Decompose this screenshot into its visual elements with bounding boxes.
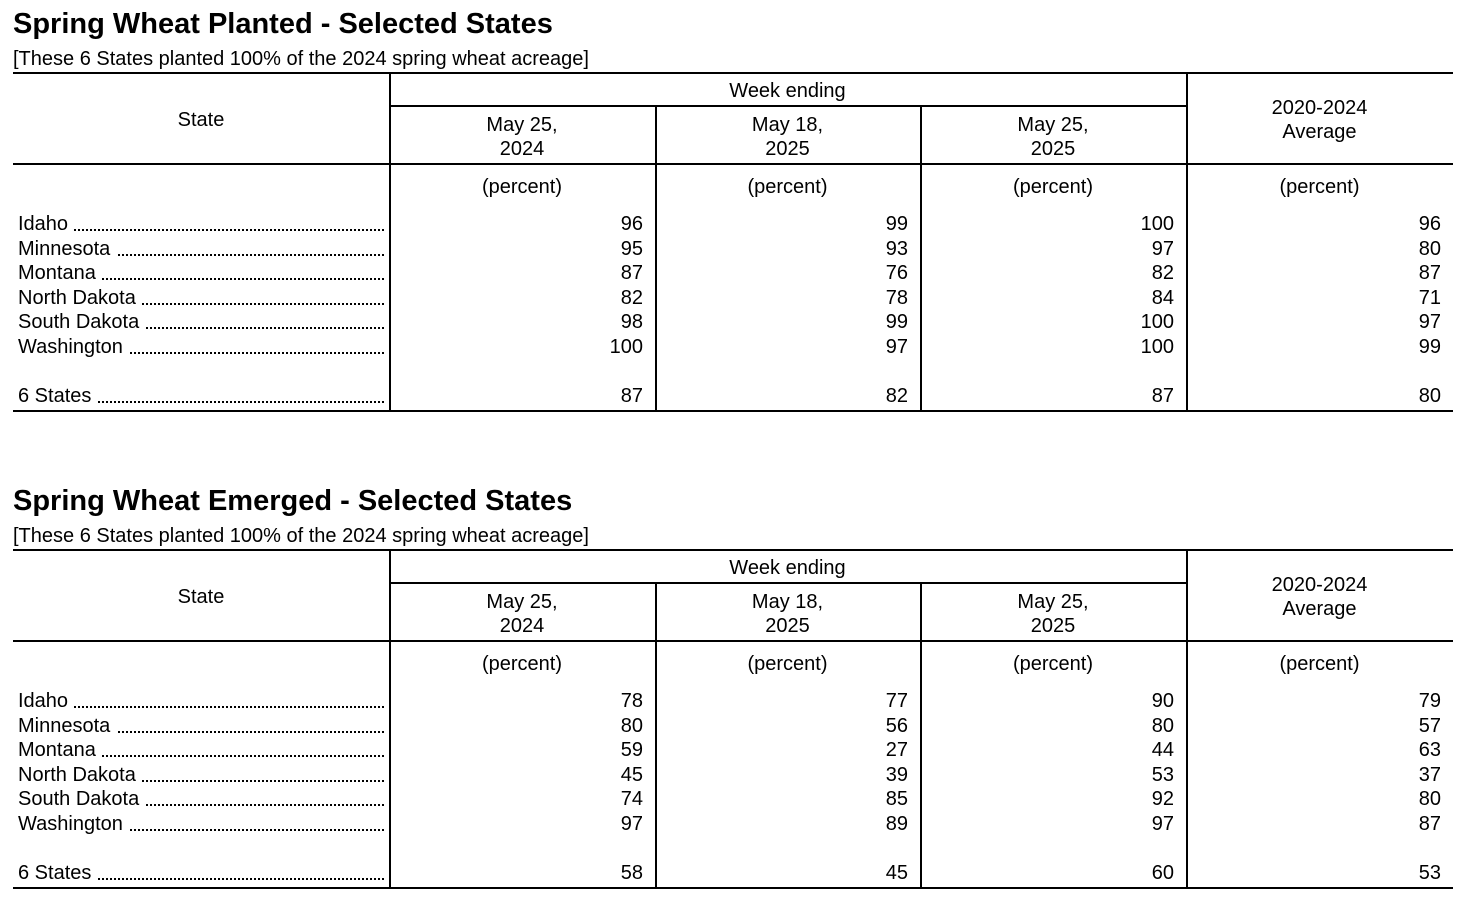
total-value-cell: 45 <box>885 862 908 884</box>
value-cell: 89 <box>885 813 908 835</box>
state-label: Idaho <box>18 213 74 235</box>
table-row <box>0 763 1462 787</box>
week-ending-header: Week ending <box>729 557 846 579</box>
total-value-cell: 87 <box>1151 385 1174 407</box>
table-row <box>0 310 1462 334</box>
value-cell: 37 <box>1418 764 1441 786</box>
header-bottom-rule <box>13 640 1453 642</box>
value-cell: 93 <box>885 238 908 260</box>
column-header-line1: May 18, <box>751 591 824 613</box>
column-header-line2: 2025 <box>765 138 810 160</box>
state-name <box>18 689 384 713</box>
value-cell: 57 <box>1418 715 1441 737</box>
state-label: South Dakota <box>18 788 145 810</box>
value-cell: 98 <box>620 311 643 333</box>
table-row <box>0 787 1462 811</box>
header-bottom-rule <box>13 163 1453 165</box>
value-cell: 78 <box>885 287 908 309</box>
total-state-name <box>18 861 384 885</box>
value-cell: 39 <box>885 764 908 786</box>
value-cell: 96 <box>1418 213 1441 235</box>
value-cell: 63 <box>1418 739 1441 761</box>
state-label: Washington <box>18 813 129 835</box>
value-cell: 97 <box>620 813 643 835</box>
total-value-cell: 58 <box>620 862 643 884</box>
value-cell: 99 <box>885 213 908 235</box>
section-title: Spring Wheat Emerged - Selected States <box>13 485 573 517</box>
value-cell: 80 <box>1151 715 1174 737</box>
week-ending-rule <box>389 105 1186 107</box>
value-cell: 74 <box>620 788 643 810</box>
state-name <box>18 738 384 762</box>
value-cell: 76 <box>885 262 908 284</box>
state-label: South Dakota <box>18 311 145 333</box>
unit-label: (percent) <box>481 653 563 675</box>
state-label: Idaho <box>18 690 74 712</box>
table-row <box>0 738 1462 762</box>
state-label: North Dakota <box>18 287 142 309</box>
table-row <box>0 335 1462 359</box>
column-header-line1: May 25, <box>486 591 558 613</box>
unit-label: (percent) <box>1012 653 1094 675</box>
state-label: Minnesota <box>18 715 116 737</box>
column-header-line2: 2025 <box>765 615 810 637</box>
value-cell: 100 <box>1140 311 1174 333</box>
section-subtitle: [These 6 States planted 100% of the 2024 spring wheat acreage] <box>13 48 589 70</box>
table-bottom-rule <box>13 410 1453 412</box>
unit-label: (percent) <box>747 176 828 198</box>
table-top-rule <box>13 72 1453 74</box>
state-label: Washington <box>18 336 129 358</box>
table-row <box>0 714 1462 738</box>
state-label: Minnesota <box>18 238 116 260</box>
value-cell: 100 <box>609 336 643 358</box>
week-ending-rule <box>389 582 1186 584</box>
total-label: 6 States <box>18 862 97 884</box>
state-label: Montana <box>18 262 102 284</box>
value-cell: 99 <box>885 311 908 333</box>
total-value-cell: 80 <box>1418 385 1441 407</box>
week-ending-header: Week ending <box>729 80 846 102</box>
state-column-header: State <box>177 109 225 131</box>
state-name <box>18 714 384 738</box>
table-top-rule <box>13 549 1453 551</box>
value-cell: 82 <box>1151 262 1174 284</box>
value-cell: 97 <box>885 336 908 358</box>
state-name <box>18 787 384 811</box>
state-name <box>18 812 384 836</box>
value-cell: 97 <box>1418 311 1441 333</box>
column-header-line2: Average <box>1282 121 1357 143</box>
value-cell: 95 <box>620 238 643 260</box>
column-header-line1: May 25, <box>1017 591 1089 613</box>
state-name <box>18 212 384 236</box>
column-header-line2: 2025 <box>1030 615 1076 637</box>
value-cell: 27 <box>885 739 908 761</box>
column-header-line1: May 18, <box>751 114 824 136</box>
column-header-line2: 2024 <box>499 138 545 160</box>
value-cell: 56 <box>885 715 908 737</box>
table-row <box>0 812 1462 836</box>
value-cell: 77 <box>885 690 908 712</box>
column-header-line1: May 25, <box>1017 114 1089 136</box>
state-name <box>18 763 384 787</box>
total-label: 6 States <box>18 385 97 407</box>
value-cell: 84 <box>1151 287 1174 309</box>
unit-label: (percent) <box>1279 176 1360 198</box>
column-header-line2: 2025 <box>1030 138 1076 160</box>
total-row <box>0 384 1462 408</box>
value-cell: 80 <box>620 715 643 737</box>
value-cell: 85 <box>885 788 908 810</box>
table-section <box>0 7 1462 427</box>
state-name <box>18 261 384 285</box>
table-row <box>0 689 1462 713</box>
value-cell: 44 <box>1151 739 1174 761</box>
total-value-cell: 53 <box>1418 862 1441 884</box>
state-name <box>18 237 384 261</box>
column-header-line2: 2024 <box>499 615 545 637</box>
unit-label: (percent) <box>1279 653 1360 675</box>
value-cell: 100 <box>1140 213 1174 235</box>
table-row <box>0 237 1462 261</box>
value-cell: 96 <box>620 213 643 235</box>
value-cell: 78 <box>620 690 643 712</box>
value-cell: 92 <box>1151 788 1174 810</box>
value-cell: 87 <box>1418 813 1441 835</box>
value-cell: 100 <box>1140 336 1174 358</box>
value-cell: 82 <box>620 287 643 309</box>
column-header-line1: May 25, <box>486 114 558 136</box>
state-label: Montana <box>18 739 102 761</box>
table-bottom-rule <box>13 887 1453 889</box>
state-name <box>18 310 384 334</box>
state-column-header: State <box>177 586 225 608</box>
value-cell: 97 <box>1151 238 1174 260</box>
column-header-line1: 2020-2024 <box>1271 574 1368 596</box>
value-cell: 87 <box>620 262 643 284</box>
value-cell: 45 <box>620 764 643 786</box>
state-label: North Dakota <box>18 764 142 786</box>
table-row <box>0 286 1462 310</box>
value-cell: 79 <box>1418 690 1441 712</box>
table-row <box>0 261 1462 285</box>
value-cell: 53 <box>1151 764 1174 786</box>
section-subtitle: [These 6 States planted 100% of the 2024 spring wheat acreage] <box>13 525 589 547</box>
total-value-cell: 87 <box>620 385 643 407</box>
total-value-cell: 82 <box>885 385 908 407</box>
value-cell: 90 <box>1151 690 1174 712</box>
column-header-line1: 2020-2024 <box>1271 97 1368 119</box>
table-section <box>0 484 1462 904</box>
unit-label: (percent) <box>1012 176 1094 198</box>
value-cell: 99 <box>1418 336 1441 358</box>
state-name <box>18 335 384 359</box>
value-cell: 71 <box>1418 287 1441 309</box>
section-title: Spring Wheat Planted - Selected States <box>13 8 553 40</box>
value-cell: 59 <box>620 739 643 761</box>
total-row <box>0 861 1462 885</box>
value-cell: 97 <box>1151 813 1174 835</box>
total-state-name <box>18 384 384 408</box>
value-cell: 87 <box>1418 262 1441 284</box>
unit-label: (percent) <box>747 653 828 675</box>
total-value-cell: 60 <box>1151 862 1174 884</box>
column-header-line2: Average <box>1282 598 1357 620</box>
value-cell: 80 <box>1418 238 1441 260</box>
state-name <box>18 286 384 310</box>
table-row <box>0 212 1462 236</box>
unit-label: (percent) <box>481 176 563 198</box>
value-cell: 80 <box>1418 788 1441 810</box>
